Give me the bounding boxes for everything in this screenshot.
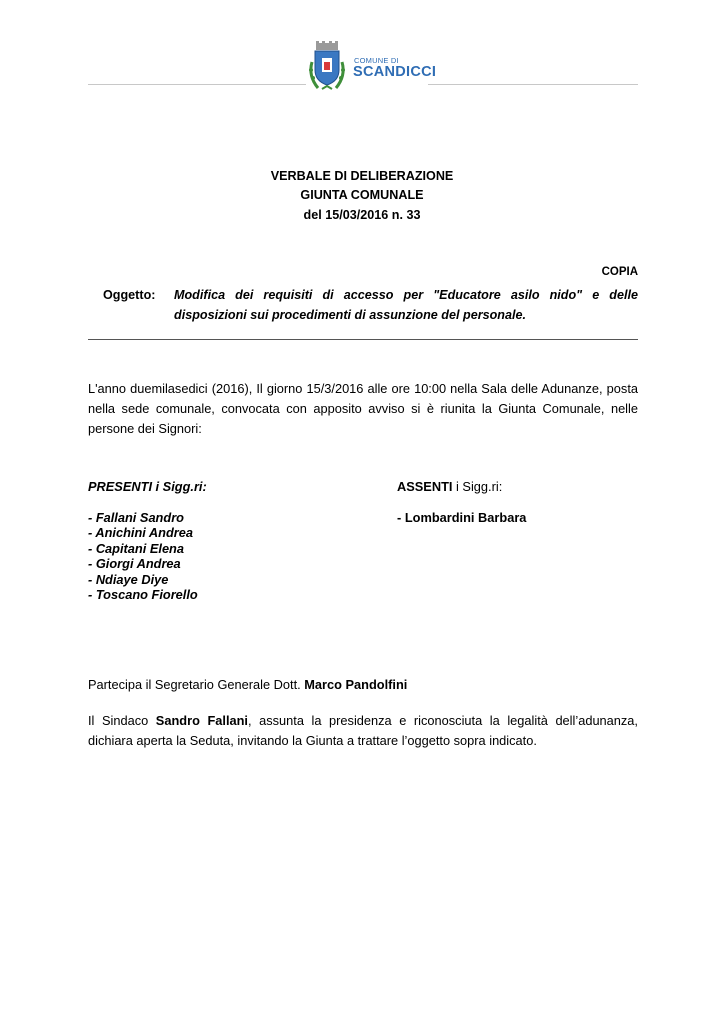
secretary-name: Marco Pandolfini: [304, 677, 408, 692]
mayor-name: Sandro Fallani: [155, 713, 248, 728]
absent-member: - Lombardini Barbara: [397, 510, 527, 525]
secretary-paragraph: [88, 675, 638, 695]
logo-title: SCANDICCI: [353, 64, 437, 80]
present-list: [88, 510, 198, 602]
subject-text: Modifica dei requisiti di accesso per "Educatore asilo nido" e delle disposizioni sui procedimenti di assunzione del personale.: [174, 288, 638, 322]
absent-heading: [397, 478, 502, 496]
coat-of-arms-icon: [304, 40, 352, 96]
municipality-logo: [304, 40, 437, 96]
copy-label: COPIA: [601, 266, 638, 278]
mayor-paragraph: [88, 711, 638, 751]
subject-label: Oggetto:: [103, 288, 156, 302]
present-member: - Toscano Fiorello: [88, 587, 198, 603]
present-member: - Giorgi Andrea: [88, 556, 181, 572]
present-member: - Anichini Andrea: [88, 525, 193, 541]
absent-list: [397, 510, 526, 525]
doc-title-line1: VERBALE DI DELIBERAZIONE: [270, 169, 454, 183]
mayor-suffix: , assunta la presidenza e riconosciuta la legalità dell’adunanza, dichiara aperta la Seduta, invitando la Giunta a trattare l’oggetto sopra indicato.: [88, 713, 638, 748]
logo-subtitle: COMUNE DI: [354, 56, 399, 65]
header-rule-right: [428, 84, 638, 85]
mayor-prefix: Il Sindaco: [88, 713, 156, 728]
present-member: - Capitani Elena: [88, 540, 184, 556]
absent-heading-bold: ASSENTI: [397, 479, 453, 494]
intro-paragraph: L'anno duemilasedici (2016), Il giorno 15/3/2016 alle ore 10:00 nella Sala delle Adunanze, posta nella sede comunale, convocata con apposito avviso si è riunita la Giunta Comunale, nelle persone dei Signori:: [88, 381, 638, 436]
present-member: - Fallani Sandro: [88, 510, 184, 525]
absent-heading-rest: i Sigg.ri:: [452, 479, 503, 494]
present-heading: PRESENTI i Sigg.ri:: [88, 479, 207, 494]
doc-title-date: del 15/03/2016 n. 33: [303, 208, 421, 222]
present-member: - Ndiaye Diye: [88, 571, 169, 587]
header-rule-left: [88, 84, 306, 85]
doc-title-line2: GIUNTA COMUNALE: [300, 188, 424, 202]
divider: [88, 339, 638, 340]
secretary-prefix: Partecipa il Segretario Generale Dott.: [88, 677, 305, 692]
